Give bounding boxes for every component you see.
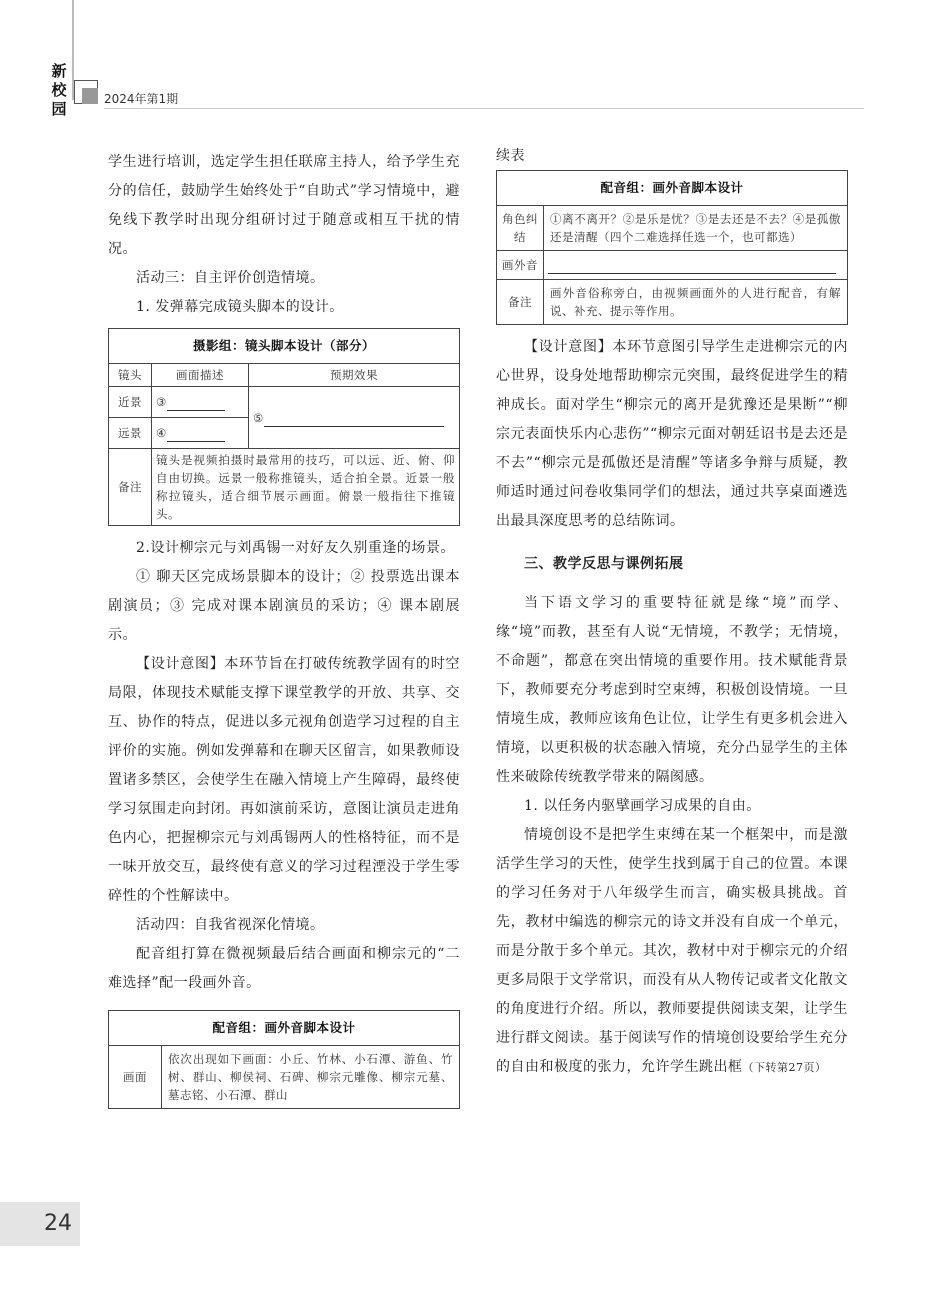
header-square-fill	[82, 88, 98, 104]
table-header: 预期效果	[249, 364, 460, 387]
blank-line	[548, 259, 836, 274]
blank-cell	[152, 387, 249, 418]
effect-cell	[249, 387, 460, 449]
table-caption: 摄影组：镜头脚本设计（部分）	[109, 329, 460, 364]
row-label: 近景	[109, 387, 152, 418]
paragraph	[496, 821, 848, 1082]
header-rule	[104, 108, 864, 109]
voiceover-table-continued	[496, 170, 848, 325]
table-header: 镜头	[109, 364, 152, 387]
subheading: 1. 以任务内驱擘画学习成果的自由。	[524, 798, 761, 814]
design-intent: 【设计意图】本环节意图引导学生走进柳宗元的内心世界，设身处地帮助柳宗元突围，最终促进学生的精神成长。面对学生“柳宗元的离开是犹豫还是果断”“柳宗元表面快乐内心悲伤”“柳宗元面对朝廷诏书是去还是不去”“柳宗元是孤傲还是清醒”等诸多争辩与质疑，教师适时通过问卷收集同学们的想法，通过共享桌面遴选出最具深度思考的总结陈词。	[496, 339, 848, 529]
row-label: 备注	[497, 280, 544, 325]
blank-number: ⑤	[253, 410, 264, 425]
blank-cell	[152, 418, 249, 449]
issue-label: 2024年第1期	[104, 92, 179, 106]
row-label: 画外音	[497, 251, 544, 280]
logo-char-2: 校	[51, 81, 67, 99]
blank-line	[264, 412, 444, 427]
table-cell: 依次出现如下画面：小丘、竹林、小石潭、游鱼、竹树、群山、柳侯祠、石碑、柳宗元雕像、柳宗元墓、墓志铭、小石潭、群山	[162, 1046, 460, 1109]
step-2: 2.设计柳宗元与刘禹锡一对好友久别重逢的场景。	[136, 540, 455, 556]
logo-char-1: 新	[51, 62, 67, 80]
table-caption: 配音组：画外音脚本设计	[497, 171, 848, 206]
continued-label: 续表	[496, 148, 525, 164]
row-label: 角色纠结	[497, 206, 544, 251]
voiceover-table	[108, 1010, 460, 1109]
blank-line	[167, 427, 225, 442]
activity-three: 活动三：自主评价创造情境。	[136, 270, 325, 286]
page-number: 24	[0, 1202, 80, 1246]
blank-number: ③	[156, 395, 167, 409]
paragraph: 配音组打算在微视频最后结合画面和柳宗元的“二难选择”配一段画外音。	[108, 946, 460, 991]
paragraph: 学生进行培训，选定学生担任联席主持人，给予学生充分的信任，鼓励学生始终处于“自助式”学习情境中，避免线下教学时出现分组研讨过于随意或相互干扰的情况。	[108, 154, 460, 257]
row-label: 备注	[109, 449, 152, 526]
design-intent: 【设计意图】本环节旨在打破传统教学固有的时空局限，体现技术赋能支撑下课堂教学的开放、共享、交互、协作的特点，促进以多元视角创造学习过程的自主评价的实施。例如发弹幕和在聊天区留言，如果教师设置诸多禁区，会使学生在融入情境上产生障碍，最终使学习氛围走向封闭。再如演前采访，意图让演员走进角色内心，把握柳宗元与刘禹锡两人的性格特征，而不是一味开放交互，最终使有意义的学习过程湮没于学生零碎性的个性解读中。	[108, 656, 460, 904]
row-label: 画面	[109, 1046, 162, 1109]
logo-char-3: 园	[51, 100, 67, 118]
section-heading: 三、教学反思与课例拓展	[524, 556, 684, 572]
blank-line	[167, 396, 225, 411]
table-caption: 配音组：画外音脚本设计	[109, 1011, 460, 1046]
table-cell: ①离不离开？②是乐是忧？③是去还是不去？④是孤傲还是清醒（四个二难选择任选一个，也可都选）	[544, 206, 848, 251]
paragraph-text: 情境创设不是把学生束缚在某一个框架中，而是激活学生学习的天性，使学生找到属于自己的位置。本课的学习任务对于八年级学生而言，确实极具挑战。首先，教材中编选的柳宗元的诗文并没有自成一个单元，而是分散于多个单元。其次，教材中对于柳宗元的介绍更多局限于文学常识，而没有从人物传记或者文化散文的角度进行介绍。所以，教师要提供阅读支架，让学生进行群文阅读。基于阅读写作的情境创设要给学生充分的自由和极度的张力，允许学生跳出框	[496, 827, 848, 1075]
table-header: 画面描述	[152, 364, 249, 387]
journal-logo	[48, 62, 70, 119]
paragraph: 当下语文学习的重要特征就是缘“境”而学、缘“境”而教，甚至有人说“无情境，不教学；无情境，不命题”，都意在突出情境的重要作用。技术赋能背景下，教师要充分考虑到时空束缚，积极创设情境。一旦情境生成，教师应该角色让位，让学生有更多机会进入情境，以更积极的状态融入情境，充分凸显学生的主体性来破除传统教学带来的隔阂感。	[496, 595, 848, 785]
blank-cell	[544, 251, 848, 280]
continued-note: （下转第27页）	[742, 1061, 827, 1074]
left-column	[108, 148, 460, 1117]
right-column	[496, 144, 848, 1082]
step-1: 1. 发弹幕完成镜头脚本的设计。	[136, 299, 344, 315]
shot-script-table	[108, 328, 460, 526]
row-label: 远景	[109, 418, 152, 449]
note-cell: 镜头是视频拍摄时最常用的技巧，可以远、近、俯、仰自由切换。远景一般称推镜头，适合拍全景。近景一般称拉镜头，适合细节展示画面。俯景一般指往下推镜头。	[152, 449, 460, 526]
activity-four: 活动四：自我省视深化情境。	[136, 917, 325, 933]
blank-number: ④	[156, 426, 167, 440]
paragraph: ① 聊天区完成场景脚本的设计；② 投票选出课本剧演员；③ 完成对课本剧演员的采访；④ 课本剧展示。	[108, 569, 460, 643]
table-cell: 画外音俗称旁白，由视频画面外的人进行配音，有解说、补充、提示等作用。	[544, 280, 848, 325]
